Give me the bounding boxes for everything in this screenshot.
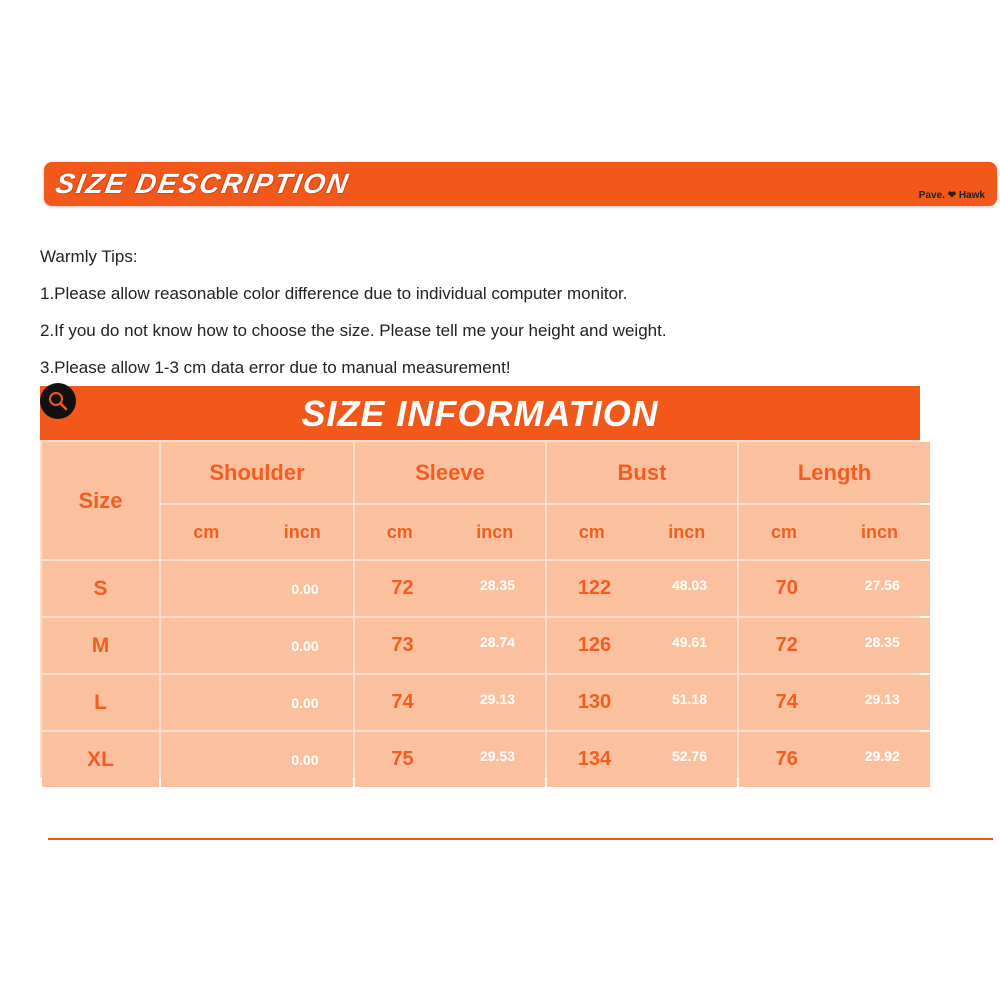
size-table — [40, 440, 920, 777]
row-size-label: L — [42, 675, 159, 730]
shoulder-units — [161, 505, 353, 559]
sleeve-cell — [355, 732, 545, 787]
zoom-search-button[interactable] — [40, 383, 76, 419]
length-header: Length — [739, 442, 930, 503]
length-units — [739, 505, 930, 559]
row-size-label: XL — [42, 732, 159, 787]
shoulder-cell — [161, 561, 353, 616]
row-size-label: S — [42, 561, 159, 616]
sleeve-cell — [355, 675, 545, 730]
sleeve-units — [355, 505, 545, 559]
shoulder-inch: 0.00 — [291, 580, 319, 597]
sleeve-cm: 75 — [391, 748, 414, 770]
bust-cm: 130 — [577, 691, 612, 713]
length-cell — [739, 732, 930, 787]
bust-header: Bust — [547, 442, 737, 503]
shoulder-cell — [161, 732, 353, 787]
sleeve-cell — [355, 561, 545, 616]
unit-inch: incn — [860, 521, 898, 542]
shoulder-cell — [161, 618, 353, 673]
search-icon — [47, 390, 69, 412]
size-column-header: Size — [42, 442, 159, 559]
length-cm: 74 — [775, 691, 798, 713]
shoulder-cell — [161, 675, 353, 730]
bust-cell — [547, 618, 737, 673]
unit-inch: incn — [283, 521, 321, 542]
shoulder-cm — [161, 581, 257, 597]
length-inch: 29.13 — [864, 691, 900, 707]
bottom-divider — [48, 838, 993, 840]
tip-line-2: 2.If you do not know how to choose the size. Please tell me your height and weight. — [40, 321, 667, 340]
sleeve-cm: 73 — [391, 634, 414, 656]
shoulder-cm — [161, 638, 257, 654]
sleeve-inch: 28.74 — [479, 634, 516, 650]
tips-heading: Warmly Tips: — [40, 247, 138, 266]
sleeve-cm: 74 — [391, 691, 414, 713]
unit-inch: incn — [668, 521, 706, 542]
unit-cm: cm — [578, 521, 605, 542]
sleeve-inch: 28.35 — [479, 577, 516, 593]
unit-inch: incn — [476, 521, 514, 542]
bust-cm: 126 — [577, 634, 612, 656]
bust-cell — [547, 675, 737, 730]
length-cm: 72 — [775, 634, 798, 656]
bust-inch: 51.18 — [671, 691, 708, 707]
size-information-title: SIZE INFORMATION — [301, 393, 659, 434]
length-cell — [739, 675, 930, 730]
length-inch: 27.56 — [864, 577, 900, 593]
tip-line-1: 1.Please allow reasonable color difference due to individual computer monitor. — [40, 284, 628, 303]
length-cell — [739, 618, 930, 673]
tip-line-3: 3.Please allow 1-3 cm data error due to manual measurement! — [40, 358, 511, 377]
bust-cm: 122 — [577, 577, 612, 599]
bust-inch: 52.76 — [671, 748, 708, 764]
size-information-header — [40, 386, 920, 440]
unit-cm: cm — [386, 521, 413, 542]
sleeve-inch: 29.13 — [479, 691, 516, 707]
shoulder-inch: 0.00 — [291, 694, 319, 711]
length-cm: 76 — [775, 748, 798, 770]
shoulder-inch: 0.00 — [291, 751, 319, 768]
bust-inch: 49.61 — [671, 634, 708, 650]
bust-units — [547, 505, 737, 559]
bust-inch: 48.03 — [671, 577, 708, 593]
length-inch: 29.92 — [864, 748, 900, 764]
unit-cm: cm — [193, 521, 220, 542]
sleeve-header: Sleeve — [355, 442, 545, 503]
shoulder-inch: 0.00 — [291, 637, 319, 654]
shoulder-cm — [161, 752, 257, 768]
length-cell — [739, 561, 930, 616]
row-size-label: M — [42, 618, 159, 673]
length-inch: 28.35 — [864, 634, 900, 650]
unit-cm: cm — [770, 521, 797, 542]
tips-section — [40, 244, 667, 392]
sleeve-inch: 29.53 — [479, 748, 516, 764]
length-cm: 70 — [775, 577, 798, 599]
sleeve-cm: 72 — [391, 577, 414, 599]
banner-title: SIZE DESCRIPTION — [53, 168, 353, 199]
bust-cm: 134 — [577, 748, 612, 770]
shoulder-cm — [161, 695, 257, 711]
bust-cell — [547, 732, 737, 787]
size-description-banner — [44, 162, 997, 206]
shoulder-header: Shoulder — [161, 442, 353, 503]
brand-logo: Pave. ❤ Hawk — [918, 190, 985, 201]
bust-cell — [547, 561, 737, 616]
sleeve-cell — [355, 618, 545, 673]
